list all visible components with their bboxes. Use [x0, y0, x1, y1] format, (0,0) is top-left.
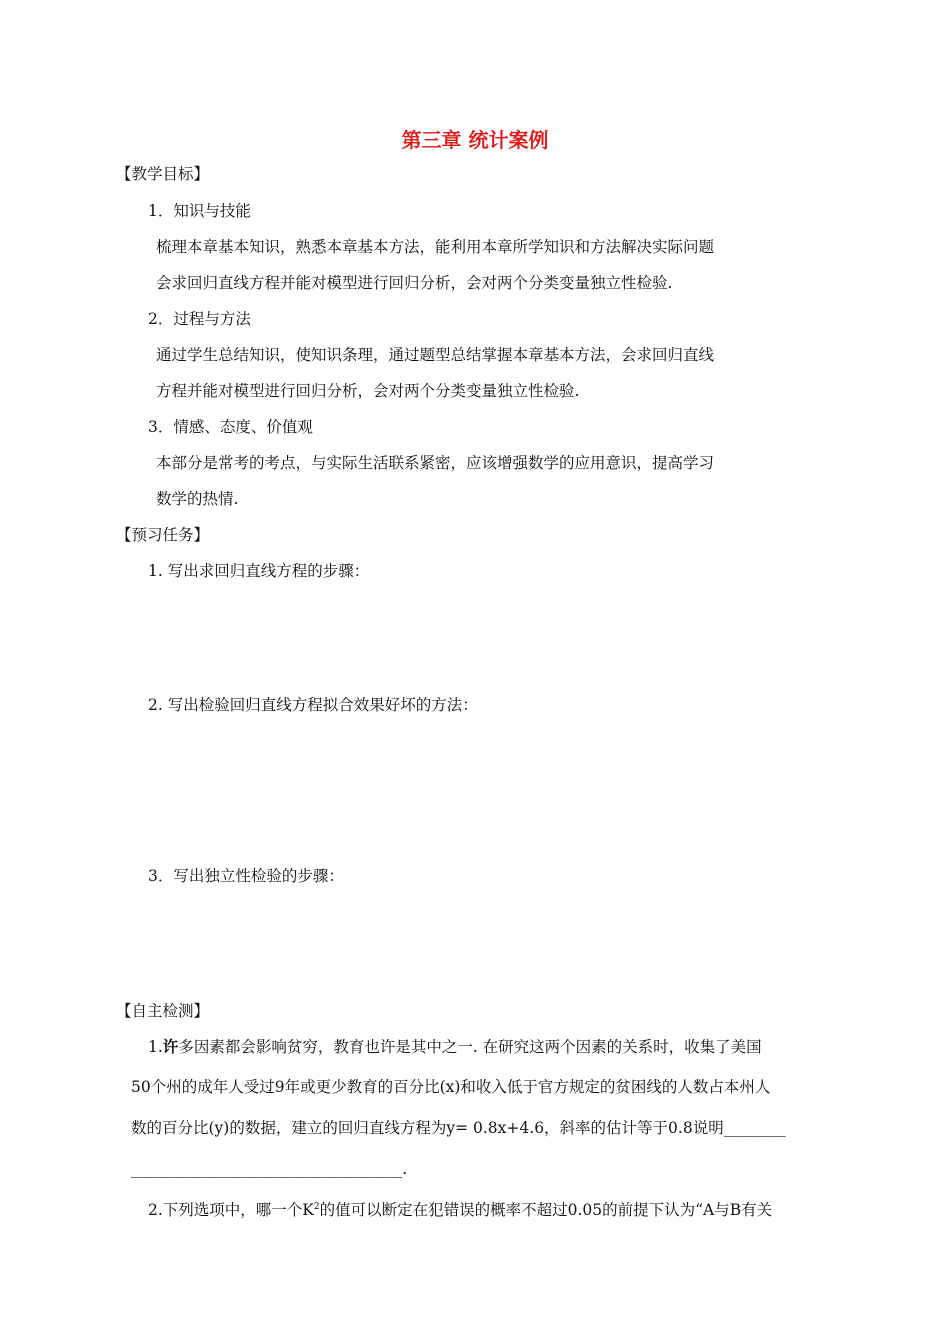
objective-3-title: 3．情感、态度、价值观 — [148, 418, 313, 436]
preview-task-1: 1. 写出求回归直线方程的步骤： — [148, 562, 370, 580]
question-1-line-2: 50个州的成年人受过9年或更少教育的百分比(x)和收入低于官方规定的贫困线的人数占本州人 — [131, 1078, 771, 1096]
objective-1-line-1: 梳理本章基本知识，熟悉本章基本方法，能利用本章所学知识和方法解决实际问题 — [156, 238, 715, 256]
objective-3-line-1: 本部分是常考的考点，与实际生活联系紧密，应该增强数学的应用意识，提高学习 — [156, 454, 715, 472]
question-2-superscript: 2 — [313, 1202, 320, 1212]
preview-header: 【预习任务】 — [116, 526, 210, 544]
preview-task-3: 3．写出独立性检验的步骤： — [148, 867, 344, 885]
question-1-text: 多因素都会影响贫穷，教育也许是其中之一. 在研究这两个因素的关系时，收集了美国 — [178, 1038, 762, 1056]
question-1-line-1 — [148, 1037, 762, 1057]
page-title: 第三章 统计案例 — [401, 128, 549, 152]
preview-task-2: 2. 写出检验回归直线方程拟合效果好坏的方法： — [148, 696, 478, 714]
question-2-text-pre: 2.下列选项中，哪一个K — [148, 1201, 314, 1220]
question-1-number: 1. — [148, 1038, 163, 1056]
question-1-line-3: 数的百分比(y)的数据，建立的回归直线方程为y= 0.8x+4.6，斜率的估计等于0.8说明________ — [131, 1119, 786, 1137]
objectives-header: 【教学目标】 — [116, 165, 210, 183]
question-2-text-post: 的值可以断定在犯错误的概率不超过0.05的前提下认为“A与B有关 — [319, 1201, 773, 1220]
question-1-line-4: ___________________________________. — [131, 1160, 408, 1178]
objective-1-line-2: 会求回归直线方程并能对模型进行回归分析，会对两个分类变量独立性检验. — [156, 274, 673, 292]
objective-2-title: 2．过程与方法 — [148, 310, 251, 328]
objective-2-line-1: 通过学生总结知识，使知识条理，通过题型总结掌握本章基本方法，会求回归直线 — [156, 346, 715, 364]
question-2-line-1 — [148, 1197, 772, 1220]
selfcheck-header: 【自主检测】 — [116, 1002, 210, 1020]
objective-3-line-2: 数学的热情. — [156, 490, 239, 508]
question-1-bold-char: 许 — [162, 1037, 179, 1056]
objective-1-title: 1．知识与技能 — [148, 202, 251, 220]
objective-2-line-2: 方程并能对模型进行回归分析，会对两个分类变量独立性检验. — [156, 382, 580, 400]
